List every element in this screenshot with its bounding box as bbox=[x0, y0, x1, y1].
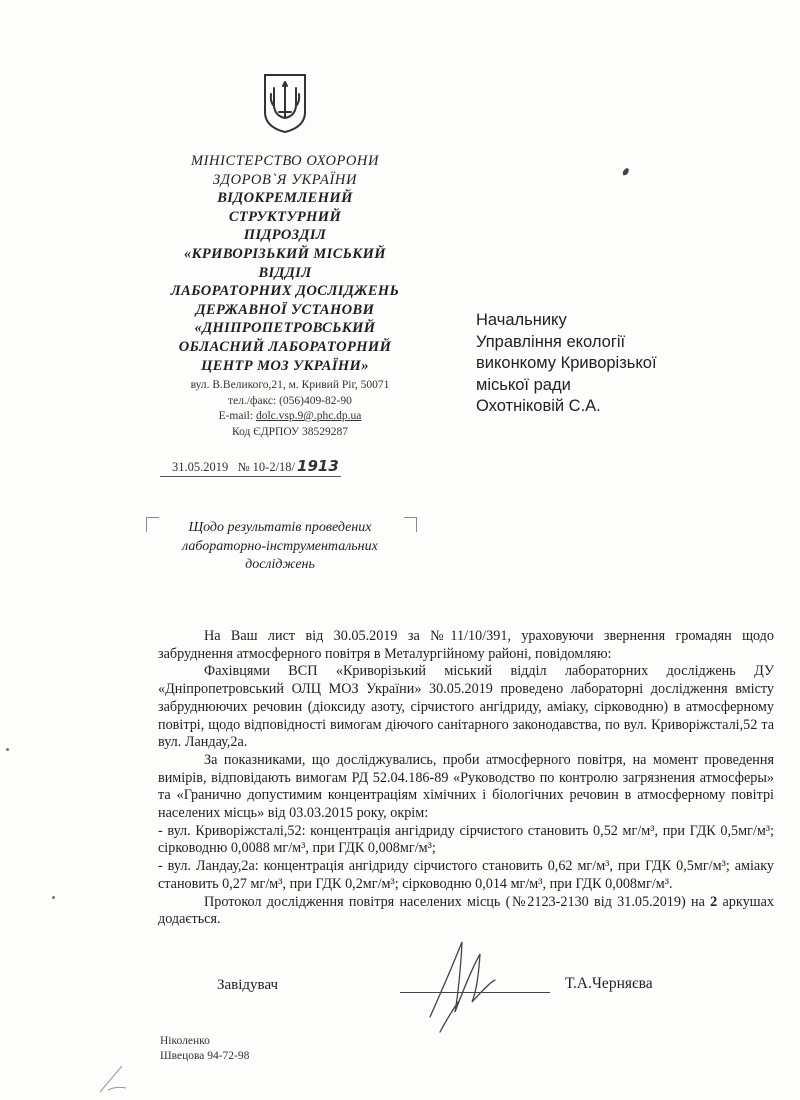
letterhead-line: ДЕРЖАВНОЇ УСТАНОВИ bbox=[195, 301, 375, 318]
scan-speck bbox=[6, 748, 9, 751]
letterhead-line: МІНІСТЕРСТВО ОХОРОНИ bbox=[190, 153, 380, 169]
email-label: E-mail: bbox=[218, 410, 254, 422]
recipient-line: Охотніковій С.А. bbox=[476, 397, 601, 415]
executor-name: Ніколенко bbox=[160, 1035, 210, 1047]
attachment-count: 2 bbox=[710, 893, 718, 910]
letterhead-line: ЗДОРОВ`Я УКРАЇНИ bbox=[212, 171, 358, 188]
pencil-mark-icon bbox=[96, 1060, 144, 1096]
signer-position: Завідувач bbox=[217, 977, 279, 993]
letterhead-line: ВІДОКРЕМЛЕНИЙ bbox=[217, 190, 353, 207]
letterhead-line: «КРИВОРІЗЬКИЙ МІСЬКИЙ bbox=[184, 245, 386, 262]
letterhead-line: ЛАБОРАТОРНИХ ДОСЛІДЖЕНЬ bbox=[170, 283, 400, 300]
attachment-text: Протокол дослідження повітря населених місць (№2123-2130 від 31.05.2019) на bbox=[204, 893, 711, 910]
trident-emblem-icon bbox=[262, 72, 308, 134]
letterhead-contacts bbox=[160, 378, 420, 440]
body-paragraph: - вул. Криворіжсталі,52: концентрація ангідриду сірчистого становить 0,52 мг/м³, при ГДК 0,5мг/м³; сірководню 0,0088 мг/м³, при ГДК 0,008мг/м³; bbox=[158, 822, 774, 857]
document-date: 31.05.2019 bbox=[172, 460, 229, 474]
document-reference bbox=[160, 457, 341, 477]
executor-info bbox=[160, 1034, 249, 1064]
letterhead-line: ПІДРОЗДІЛ bbox=[243, 227, 327, 244]
org-address: вул. В.Великого,21, м. Кривий Ріг, 50071 bbox=[190, 379, 390, 391]
letter-body bbox=[158, 628, 774, 929]
executor-contact: Швецова 94-72-98 bbox=[160, 1050, 250, 1062]
recipient-block bbox=[476, 310, 657, 418]
org-phone: тел./факс: (056)409-82-90 bbox=[228, 394, 352, 407]
body-paragraph: - вул. Ландау,2а: концентрація ангідриду сірчистого становить 0,62 мг/м³, при ГДК 0,5мг/м³; аміаку становить 0,27 мг/м³, при ГДК 0,2мг/м³; сірководню 0,014 мг/м³, при ГДК 0,008мг/м³. bbox=[158, 858, 774, 892]
recipient-line: міської ради bbox=[476, 375, 571, 394]
signer-name: Т.А.Черняєва bbox=[565, 975, 653, 992]
letterhead-line: «ДНІПРОПЕТРОВСЬКИЙ bbox=[194, 320, 376, 337]
subject-bracket-left bbox=[146, 517, 159, 532]
subject-bracket-right bbox=[404, 517, 417, 532]
subject-line: досліджень bbox=[245, 557, 315, 572]
body-paragraph: На Ваш лист від 30.05.2019 за №11/10/391, ураховуючи звернення громадян щодо забруднення атмосферного повітря в Металургійному районі, повідомляю: bbox=[158, 628, 774, 662]
scan-speck bbox=[52, 896, 55, 899]
body-paragraph: За показниками, що досліджувались, проби атмосферного повітря, на момент проведення вимірів, відповідають вимогам РД 52.04.186-89 «Руководство по контролю загрязнения атмосферы» та «Гранично допустимим концентраціям хімічних і біологічних речовин в атмосферному повітрі населених місць» від 03.03.2015 року, окрім: bbox=[158, 751, 774, 822]
document-number: № 10-2/18/ bbox=[237, 460, 296, 474]
recipient-line: виконкому Криворізької bbox=[476, 354, 657, 372]
letterhead-line: ВІДДІЛ bbox=[258, 264, 312, 281]
org-edrpou: Код ЄДРПОУ 38529287 bbox=[231, 425, 349, 438]
letterhead-line: ОБЛАСНИЙ ЛАБОРАТОРНИЙ bbox=[178, 338, 392, 355]
subject-block bbox=[160, 519, 400, 575]
recipient-line: Начальнику bbox=[476, 311, 567, 329]
org-email bbox=[160, 409, 420, 425]
subject-line: лабораторно-інструментальних bbox=[182, 538, 378, 554]
letterhead-line: ЦЕНТР МОЗ УКРАЇНИ» bbox=[201, 357, 369, 374]
attachment-text-end: аркушах додається. bbox=[158, 893, 774, 928]
letterhead-org-name bbox=[130, 152, 440, 375]
handwritten-signature-icon bbox=[400, 932, 550, 1037]
subject-line: Щодо результатів проведених bbox=[188, 520, 372, 535]
recipient-line: Управління екології bbox=[476, 332, 626, 351]
handwritten-number: 1913 bbox=[297, 457, 339, 475]
body-paragraph: Фахівцями ВСП «Криворізький міський відділ лабораторних досліджень ДУ «Дніпропетровський ОЛЦ МОЗ України» 30.05.2019 проведено лабораторні дослідження вмісту забруднюючих речовин (діоксиду азоту, сірчистого ангідриду, аміаку, сірководню) в атмосферному повітрі, щодо відповідності вимогам діючого санітарного законодавства, по вул. Криворіжсталі,52 та вул. Ландау,2а. bbox=[158, 663, 774, 751]
ink-mark-icon bbox=[620, 166, 632, 178]
body-paragraph bbox=[158, 894, 774, 929]
letterhead-line: СТРУКТУРНИЙ bbox=[228, 208, 342, 225]
email-value: dolc.vsp.9@.phc.dp.ua bbox=[255, 410, 362, 422]
